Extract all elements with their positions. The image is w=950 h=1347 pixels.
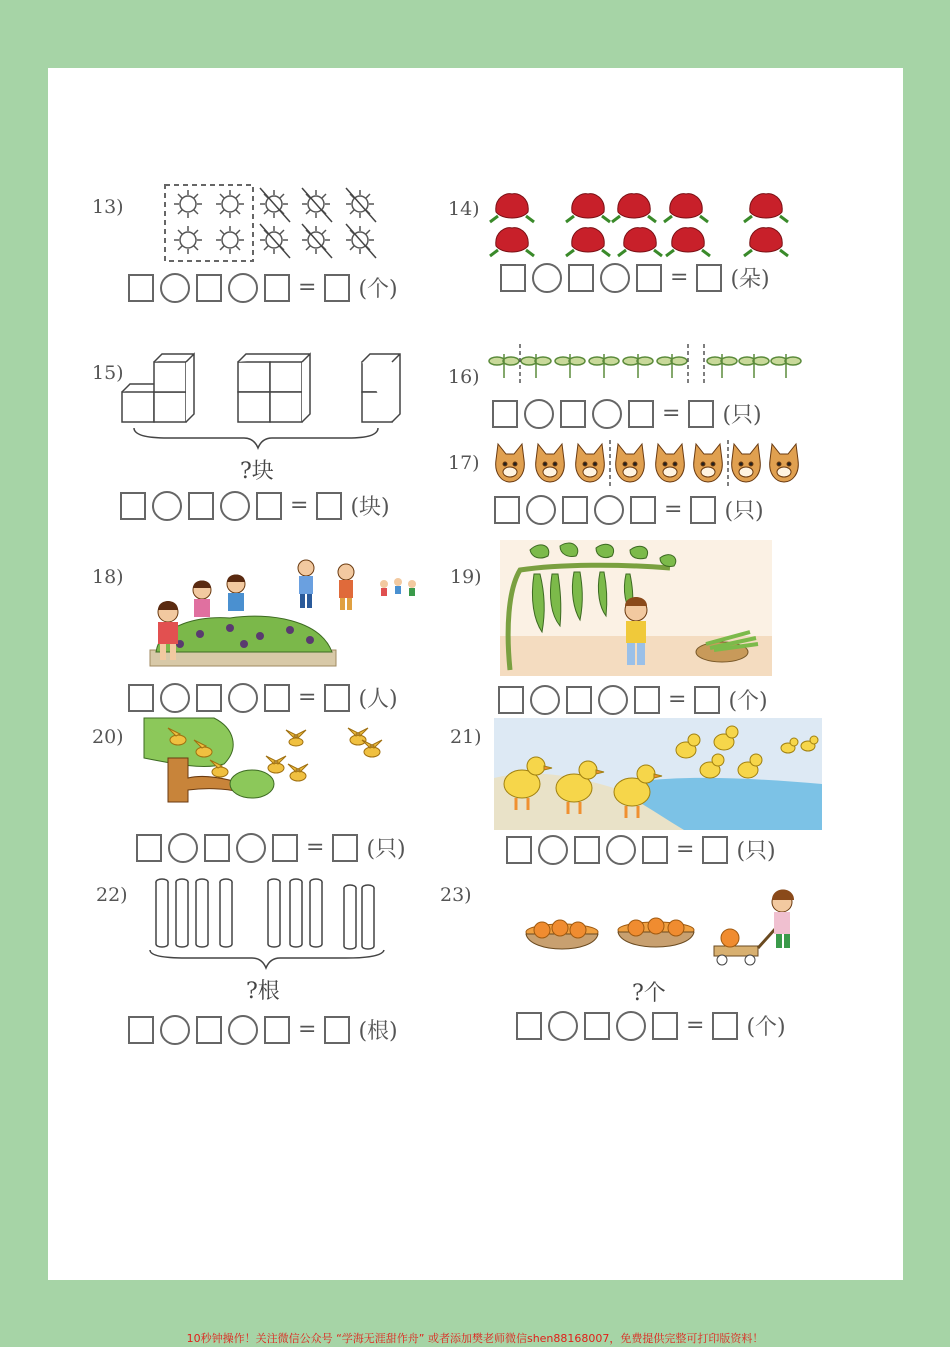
answer-box[interactable] [196,274,222,302]
answer-box[interactable] [264,1016,290,1044]
answer-box[interactable] [256,492,282,520]
operator-circle[interactable] [594,495,624,525]
equals-sign: = [662,401,681,426]
operator-circle[interactable] [160,273,190,303]
problem-18-equation [128,682,398,713]
problem-15-number: 15) [92,362,124,384]
problem-13-equation [128,272,398,303]
problem-20-equation [136,832,406,863]
unit-label: (只) [736,839,776,864]
equals-sign: = [298,1017,317,1042]
problem-19-equation [498,684,768,715]
result-box[interactable] [694,686,720,714]
equals-sign: = [668,687,687,712]
operator-circle[interactable] [598,685,628,715]
unit-label: (块) [350,495,390,520]
problem-16-illustration [486,344,808,384]
equals-sign: = [676,837,695,862]
answer-box[interactable] [562,496,588,524]
operator-circle[interactable] [548,1011,578,1041]
problem-17-illustration [490,440,804,486]
problem-22-illustration [146,874,390,970]
problem-14-equation [500,262,770,293]
result-box[interactable] [702,836,728,864]
problem-22-question: ?根 [246,979,280,1004]
answer-box[interactable] [128,274,154,302]
unit-label: (个) [746,1015,786,1040]
unit-label: (朵) [730,267,770,292]
result-box[interactable] [324,1016,350,1044]
problem-19-number: 19) [450,566,482,588]
equals-sign: = [298,275,317,300]
result-box[interactable] [324,684,350,712]
problem-23-question: ?个 [632,981,666,1006]
problem-17-equation [494,494,764,525]
operator-circle[interactable] [524,399,554,429]
problem-20-illustration [144,718,390,802]
operator-circle[interactable] [606,835,636,865]
result-box[interactable] [316,492,342,520]
answer-box[interactable] [574,836,600,864]
answer-box[interactable] [128,684,154,712]
answer-box[interactable] [652,1012,678,1040]
result-box[interactable] [332,834,358,862]
equals-sign: = [686,1013,705,1038]
problem-13-number: 13) [92,196,124,218]
operator-circle[interactable] [228,1015,258,1045]
problem-21-number: 21) [450,726,482,748]
problem-23-number: 23) [440,884,472,906]
equals-sign: = [306,835,325,860]
answer-box[interactable] [584,1012,610,1040]
unit-label: (根) [358,1019,398,1044]
operator-circle[interactable] [160,683,190,713]
equals-sign: = [670,265,689,290]
unit-label: (只) [722,403,762,428]
operator-circle[interactable] [228,273,258,303]
answer-box[interactable] [566,686,592,714]
answer-box[interactable] [636,264,662,292]
problem-16-number: 16) [448,366,480,388]
problem-17-number: 17) [448,452,480,474]
answer-box[interactable] [272,834,298,862]
result-box[interactable] [712,1012,738,1040]
operator-circle[interactable] [600,263,630,293]
answer-box[interactable] [264,274,290,302]
result-box[interactable] [324,274,350,302]
problem-22-number: 22) [96,884,128,906]
equals-sign: = [298,685,317,710]
operator-circle[interactable] [530,685,560,715]
problem-21-illustration [494,718,822,830]
unit-label: (个) [358,277,398,302]
answer-box[interactable] [188,492,214,520]
operator-circle[interactable] [168,833,198,863]
answer-box[interactable] [204,834,230,862]
unit-label: (人) [358,687,398,712]
answer-box[interactable] [560,400,586,428]
answer-box[interactable] [136,834,162,862]
answer-box[interactable] [630,496,656,524]
answer-box[interactable] [568,264,594,292]
unit-label: (只) [724,499,764,524]
problem-18-number: 18) [92,566,124,588]
answer-box[interactable] [628,400,654,428]
answer-box[interactable] [634,686,660,714]
answer-box[interactable] [500,264,526,292]
equals-sign: = [290,493,309,518]
answer-box[interactable] [264,684,290,712]
operator-circle[interactable] [228,683,258,713]
result-box[interactable] [696,264,722,292]
unit-label: (只) [366,837,406,862]
problem-19-illustration [500,540,772,676]
result-box[interactable] [690,496,716,524]
operator-circle[interactable] [538,835,568,865]
problem-23-illustration [520,882,802,972]
operator-circle[interactable] [152,491,182,521]
equals-sign: = [664,497,683,522]
problem-15-equation [120,490,390,521]
operator-circle[interactable] [236,833,266,863]
problem-13-illustration [160,182,390,264]
answer-box[interactable] [642,836,668,864]
operator-circle[interactable] [616,1011,646,1041]
problem-14-number: 14) [448,198,480,220]
operator-circle[interactable] [592,399,622,429]
problem-15-question: ?块 [240,459,274,484]
answer-box[interactable] [196,684,222,712]
answer-box[interactable] [120,492,146,520]
answer-box[interactable] [506,836,532,864]
answer-box[interactable] [196,1016,222,1044]
answer-box[interactable] [492,400,518,428]
problem-18-illustration [140,554,430,674]
answer-box[interactable] [128,1016,154,1044]
promo-footer-text: 10秒钟操作！关注微信公众号 “学海无涯甜作舟” 或者添加樊老师微信shen88168007，免费提供完整可打印版资料！ [186,1332,764,1345]
answer-box[interactable] [516,1012,542,1040]
problem-16-equation [492,398,762,429]
problem-23-equation [516,1010,786,1041]
operator-circle[interactable] [532,263,562,293]
operator-circle[interactable] [526,495,556,525]
operator-circle[interactable] [220,491,250,521]
operator-circle[interactable] [160,1015,190,1045]
answer-box[interactable] [498,686,524,714]
problem-20-number: 20) [92,726,124,748]
unit-label: (个) [728,689,768,714]
problem-14-illustration [484,186,804,260]
problem-21-equation [506,834,776,865]
result-box[interactable] [688,400,714,428]
problem-22-equation [128,1014,398,1045]
answer-box[interactable] [494,496,520,524]
problem-15-illustration [118,352,408,458]
